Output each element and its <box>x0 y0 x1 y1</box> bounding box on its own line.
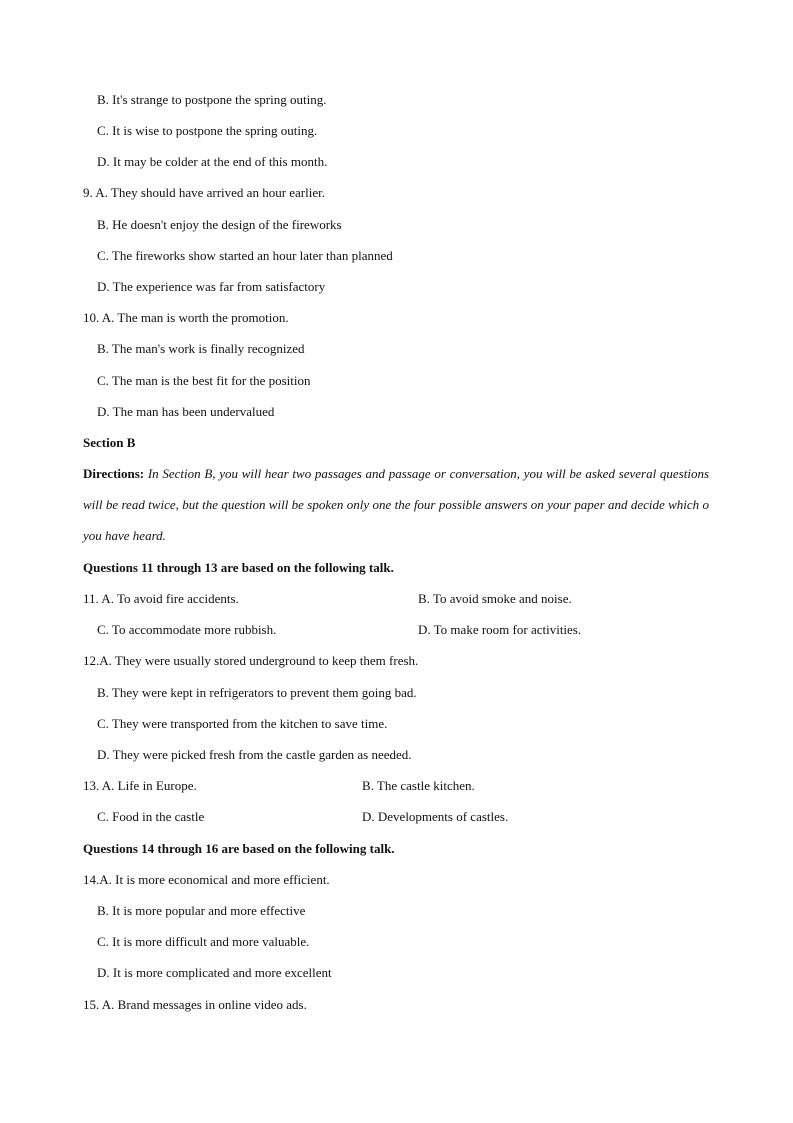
q11-option-a: 11. A. To avoid fire accidents. <box>83 591 239 606</box>
q14-option-b: B. It is more popular and more effective <box>97 903 306 918</box>
q9-option-b: B. He doesn't enjoy the design of the fireworks <box>97 217 342 232</box>
q13-option-b: B. The castle kitchen. <box>362 778 475 793</box>
q13-option-a: 13. A. Life in Europe. <box>83 778 197 793</box>
q10-option-d: D. The man has been undervalued <box>97 404 275 419</box>
q9-option-c: C. The fireworks show started an hour later than planned <box>97 248 393 263</box>
q8-option-b: B. It's strange to postpone the spring outing. <box>97 92 327 107</box>
q13-option-c: C. Food in the castle <box>97 809 205 824</box>
q8-option-d: D. It may be colder at the end of this month. <box>97 154 328 169</box>
q12-option-d: D. They were picked fresh from the castle garden as needed. <box>97 747 412 762</box>
q14-option-a: 14.A. It is more economical and more efficient. <box>83 872 330 887</box>
q14-option-d: D. It is more complicated and more excellent <box>97 965 332 980</box>
q11-option-d: D. To make room for activities. <box>418 622 582 637</box>
q15-option-a: 15. A. Brand messages in online video ads. <box>83 997 307 1012</box>
q9-option-d: D. The experience was far from satisfactory <box>97 279 326 294</box>
q14-option-c: C. It is more difficult and more valuable. <box>97 934 310 949</box>
directions-text: In Section B, you will hear two passages and passage or conversation, you will be asked several questions will be read twice, but the question will be spoken only one the four possible answers on your paper and decide which o you have heard. <box>83 466 710 543</box>
directions-label: Directions: <box>83 466 145 481</box>
q12-option-c: C. They were transported from the kitchen to save time. <box>97 716 388 731</box>
group2-heading: Questions 14 through 16 are based on the following talk. <box>83 841 395 856</box>
q11-option-c: C. To accommodate more rubbish. <box>97 622 277 637</box>
q10-option-b: B. The man's work is finally recognized <box>97 341 305 356</box>
q12-option-a: 12.A. They were usually stored underground to keep them fresh. <box>83 653 419 668</box>
q9-option-a: 9. A. They should have arrived an hour earlier. <box>83 185 325 200</box>
q11-option-b: B. To avoid smoke and noise. <box>418 591 572 606</box>
q13-option-d: D. Developments of castles. <box>362 809 509 824</box>
section-b-directions <box>83 458 709 551</box>
q10-option-a: 10. A. The man is worth the promotion. <box>83 310 289 325</box>
group1-heading: Questions 11 through 13 are based on the following talk. <box>83 560 394 575</box>
q8-option-c: C. It is wise to postpone the spring outing. <box>97 123 318 138</box>
section-b-title: Section B <box>83 435 136 450</box>
q10-option-c: C. The man is the best fit for the position <box>97 373 311 388</box>
q12-option-b: B. They were kept in refrigerators to prevent them going bad. <box>97 685 417 700</box>
